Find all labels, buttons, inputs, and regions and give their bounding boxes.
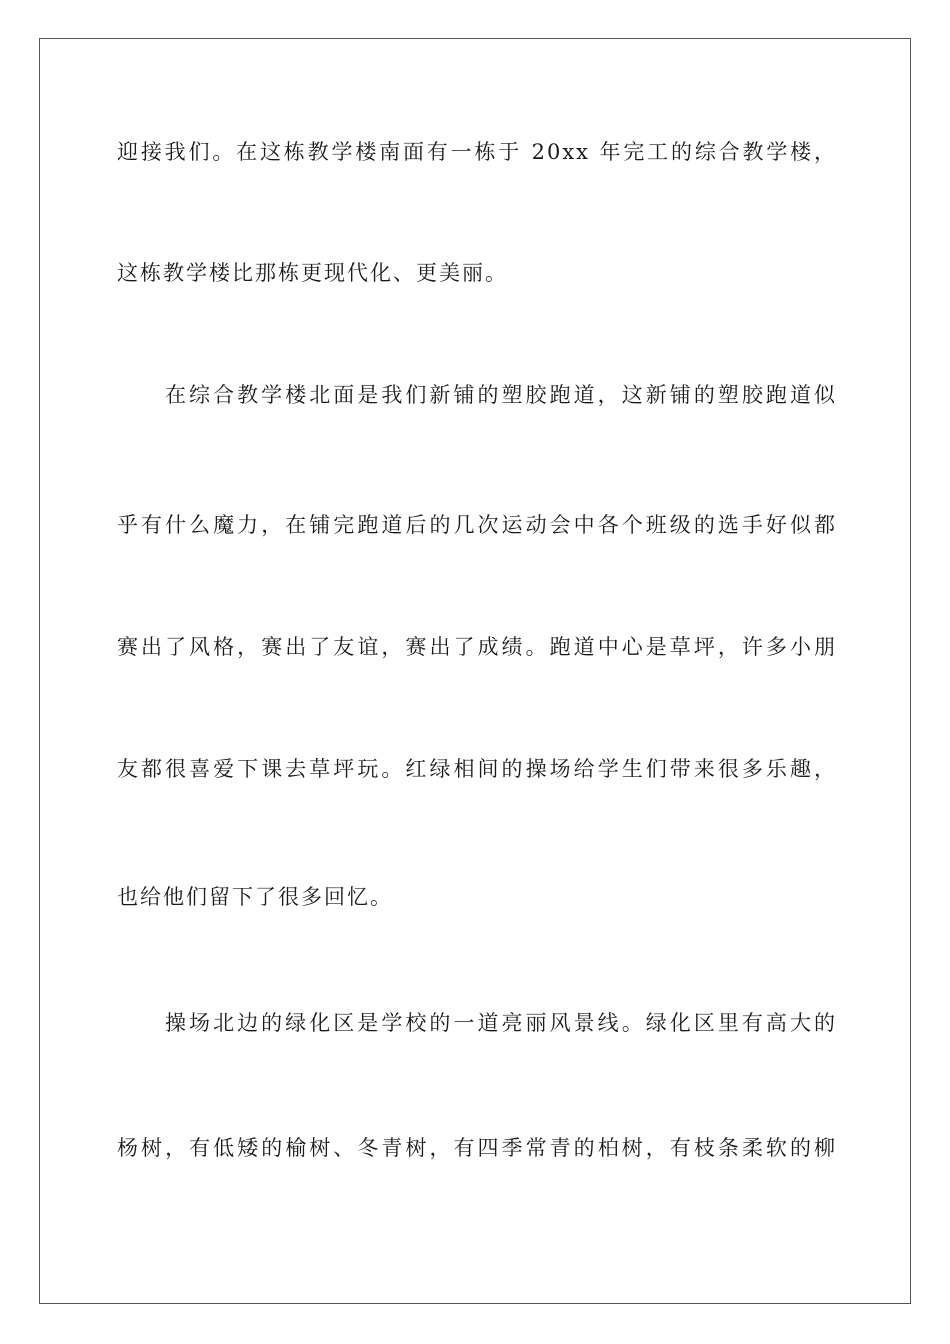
text-line: 这栋教学楼比那栋更现代化、更美丽。 bbox=[117, 261, 508, 285]
page-border bbox=[39, 38, 911, 1304]
text-line: 友都很喜爱下课去草坪玩。红绿相间的操场给学生们带来很多乐趣， bbox=[117, 757, 837, 781]
text-line: 迎接我们。在这栋教学楼南面有一栋于 20xx 年完工的综合教学楼， bbox=[117, 140, 837, 164]
text-line: 也给他们留下了很多回忆。 bbox=[117, 885, 393, 909]
paragraph-start-line: 操场北边的绿化区是学校的一道亮丽风景线。绿化区里有高大的 bbox=[165, 1011, 837, 1035]
text-line: 赛出了风格，赛出了友谊，赛出了成绩。跑道中心是草坪，许多小朋 bbox=[117, 635, 837, 659]
text-line: 乎有什么魔力，在铺完跑道后的几次运动会中各个班级的选手好似都 bbox=[117, 513, 837, 537]
paragraph-start-line: 在综合教学楼北面是我们新铺的塑胶跑道，这新铺的塑胶跑道似 bbox=[165, 383, 837, 407]
text-line: 杨树，有低矮的榆树、冬青树，有四季常青的柏树，有枝条柔软的柳 bbox=[117, 1136, 837, 1160]
